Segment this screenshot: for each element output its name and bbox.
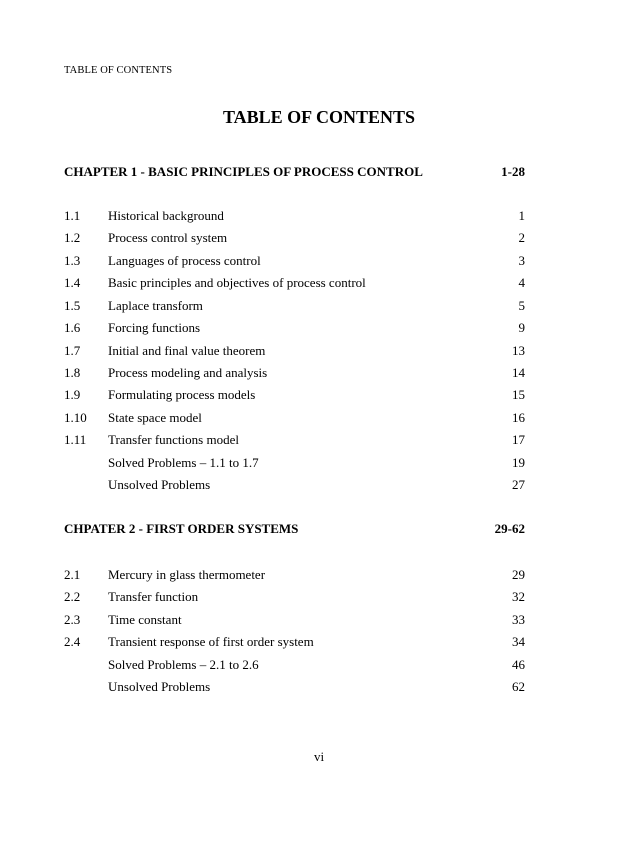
entry-number: 1.10	[64, 410, 87, 425]
entry-number: 1.6	[64, 320, 81, 335]
entry-title: Languages of process control	[108, 253, 261, 268]
entry-title: Initial and final value theorem	[108, 343, 266, 358]
entry-title: Transfer function	[108, 589, 199, 604]
entry-number: 1.4	[64, 275, 81, 290]
entry-page: 62	[512, 679, 525, 694]
entry-page: 1	[518, 208, 525, 223]
entry-number	[64, 477, 108, 493]
entry-number: 1.1	[64, 208, 81, 223]
entry-number: 1.11	[64, 432, 87, 447]
page-title: TABLE OF CONTENTS	[222, 107, 416, 127]
toc-entry	[64, 612, 525, 628]
entry-number: 2.4	[64, 634, 81, 649]
entry-page: 14	[512, 365, 525, 380]
chapter-heading	[64, 164, 525, 180]
entry-page: 5	[518, 298, 525, 313]
toc-entry	[64, 208, 525, 224]
chapter-title: CHPATER 2 - FIRST ORDER SYSTEMS	[64, 521, 299, 536]
entry-page: 34	[512, 634, 525, 649]
entry-page: 27	[512, 477, 525, 492]
entry-number: 1.9	[64, 387, 81, 402]
toc-entry	[64, 253, 525, 269]
entry-title: Unsolved Problems	[108, 477, 211, 492]
entry-number	[64, 679, 108, 695]
toc-entry	[64, 298, 525, 314]
page-number: vi	[313, 749, 325, 764]
entry-title: Solved Problems – 2.1 to 2.6	[108, 657, 259, 672]
entry-title: Transient response of first order system	[108, 634, 314, 649]
toc-entry	[64, 365, 525, 381]
entry-page: 3	[518, 253, 525, 268]
toc-entry	[64, 230, 525, 246]
entry-page: 17	[512, 432, 525, 447]
entry-page: 29	[512, 567, 525, 582]
entry-number: 2.2	[64, 589, 81, 604]
toc-entry	[64, 657, 525, 673]
chapter-title: CHAPTER 1 - BASIC PRINCIPLES OF PROCESS CONTROL	[64, 164, 423, 179]
entry-number: 2.3	[64, 612, 81, 627]
entry-page: 19	[512, 455, 525, 470]
toc-entry	[64, 634, 525, 650]
entry-page: 13	[512, 343, 525, 358]
entry-number: 1.5	[64, 298, 81, 313]
toc-entry	[64, 275, 525, 291]
toc-entry	[64, 343, 525, 359]
toc-entry	[64, 410, 525, 426]
entry-title: Process modeling and analysis	[108, 365, 268, 380]
entry-number	[64, 657, 108, 673]
entry-number: 1.8	[64, 365, 81, 380]
toc-entry	[64, 432, 525, 448]
entry-title: Basic principles and objectives of process control	[108, 275, 366, 290]
entry-number: 1.3	[64, 253, 81, 268]
entry-title: Solved Problems – 1.1 to 1.7	[108, 455, 259, 470]
entry-number: 1.2	[64, 230, 81, 245]
chapter-heading	[64, 521, 525, 537]
chapter-page-range: 29-62	[494, 521, 525, 536]
entry-number: 2.1	[64, 567, 81, 582]
entry-title: Time constant	[108, 612, 182, 627]
entry-title: Unsolved Problems	[108, 679, 211, 694]
entry-title: State space model	[108, 410, 202, 425]
toc-entry	[64, 477, 525, 493]
running-header: TABLE OF CONTENTS	[64, 65, 173, 76]
entry-title: Process control system	[108, 230, 228, 245]
entry-page: 46	[512, 657, 525, 672]
entry-title: Laplace transform	[108, 298, 203, 313]
entry-page: 16	[512, 410, 525, 425]
entry-title: Formulating process models	[108, 387, 256, 402]
toc-entry	[64, 387, 525, 403]
toc-entry	[64, 679, 525, 695]
entry-page: 9	[518, 320, 525, 335]
toc-entry	[64, 567, 525, 583]
entry-page: 32	[512, 589, 525, 604]
entry-page: 4	[518, 275, 525, 290]
entry-title: Forcing functions	[108, 320, 201, 335]
entry-title: Historical background	[108, 208, 224, 223]
entry-title: Mercury in glass thermometer	[108, 567, 266, 582]
entry-page: 15	[512, 387, 525, 402]
toc-entry	[64, 455, 525, 471]
toc-entry	[64, 320, 525, 336]
toc-entry	[64, 589, 525, 605]
entry-number: 1.7	[64, 343, 81, 358]
entry-page: 33	[512, 612, 525, 627]
entry-number	[64, 455, 108, 471]
chapter-page-range: 1-28	[501, 164, 525, 179]
entry-title: Transfer functions model	[108, 432, 239, 447]
entry-page: 2	[518, 230, 525, 245]
